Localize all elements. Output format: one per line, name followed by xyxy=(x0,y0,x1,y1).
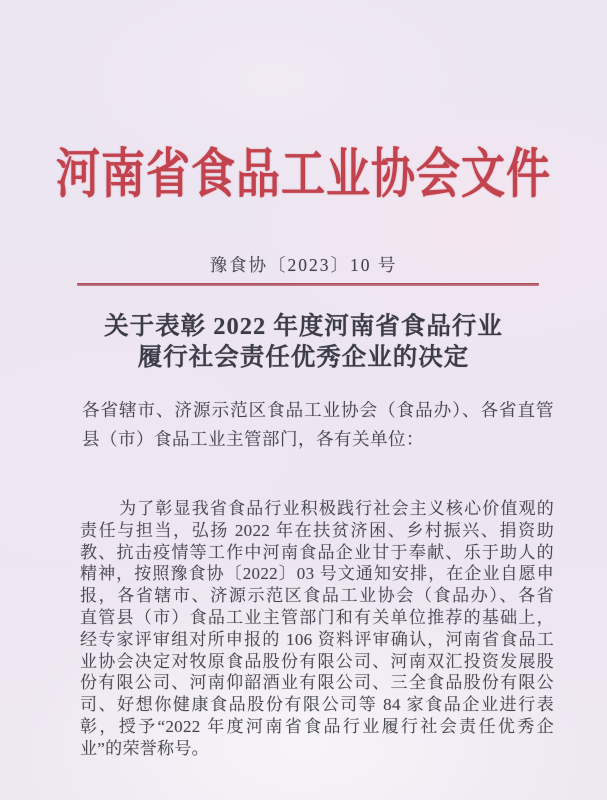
doc-title-line-1: 关于表彰 2022 年度河南省食品行业 xyxy=(104,313,503,340)
addressee xyxy=(82,396,554,454)
body-line: 直管县（市）食品工业主管部门和有关单位推荐的基础上， xyxy=(80,607,554,627)
addressee-line: 各省辖市、济源示范区食品工业协会（食品办）、各省直管 xyxy=(82,400,554,420)
body-line: 业”的荣誉称号。 xyxy=(80,738,209,758)
body-line: 业协会决定对牧原食品股份有限公司、河南双汇投资发展股 xyxy=(80,651,554,671)
body-line: 精神，按照豫食协〔2022〕03 号文通知安排，在企业自愿申 xyxy=(80,564,554,584)
doc-number: 豫食协〔2023〕10 号 xyxy=(209,255,398,275)
body-line: 彰，授予“2022 年度河南省食品行业履行社会责任优秀企 xyxy=(80,716,554,736)
addressee-line: 县（市）食品工业主管部门，各有关单位： xyxy=(82,429,424,449)
body-line: 为了彰显我省食品行业积极践行社会主义核心价值观的 xyxy=(119,499,554,518)
doc-title-line-2: 履行社会责任优秀企业的决定 xyxy=(137,344,470,371)
body-line: 报，各省辖市、济源示范区食品工业协会（食品办）、各省 xyxy=(80,586,554,606)
body-line: 教、抗击疫情等工作中河南食品企业甘于奉献、乐于助人的 xyxy=(80,542,554,562)
body-line: 司、好想你健康食品股份有限公司等 84 家食品企业进行表 xyxy=(80,695,554,715)
body-line: 经专家评审组对所申报的 106 资料评审确认，河南省食品工 xyxy=(80,629,554,649)
body-line: 份有限公司、河南仰韶酒业有限公司、三全食品股份有限公 xyxy=(80,673,554,693)
body-line: 责任与担当，弘扬 2022 年在扶贫济困、乡村振兴、捐资助 xyxy=(80,520,554,540)
doc-title xyxy=(0,311,607,373)
body-paragraph xyxy=(80,498,554,760)
org-header-title: 河南省食品工业协会文件 xyxy=(56,144,551,205)
red-separator-line xyxy=(77,283,539,286)
